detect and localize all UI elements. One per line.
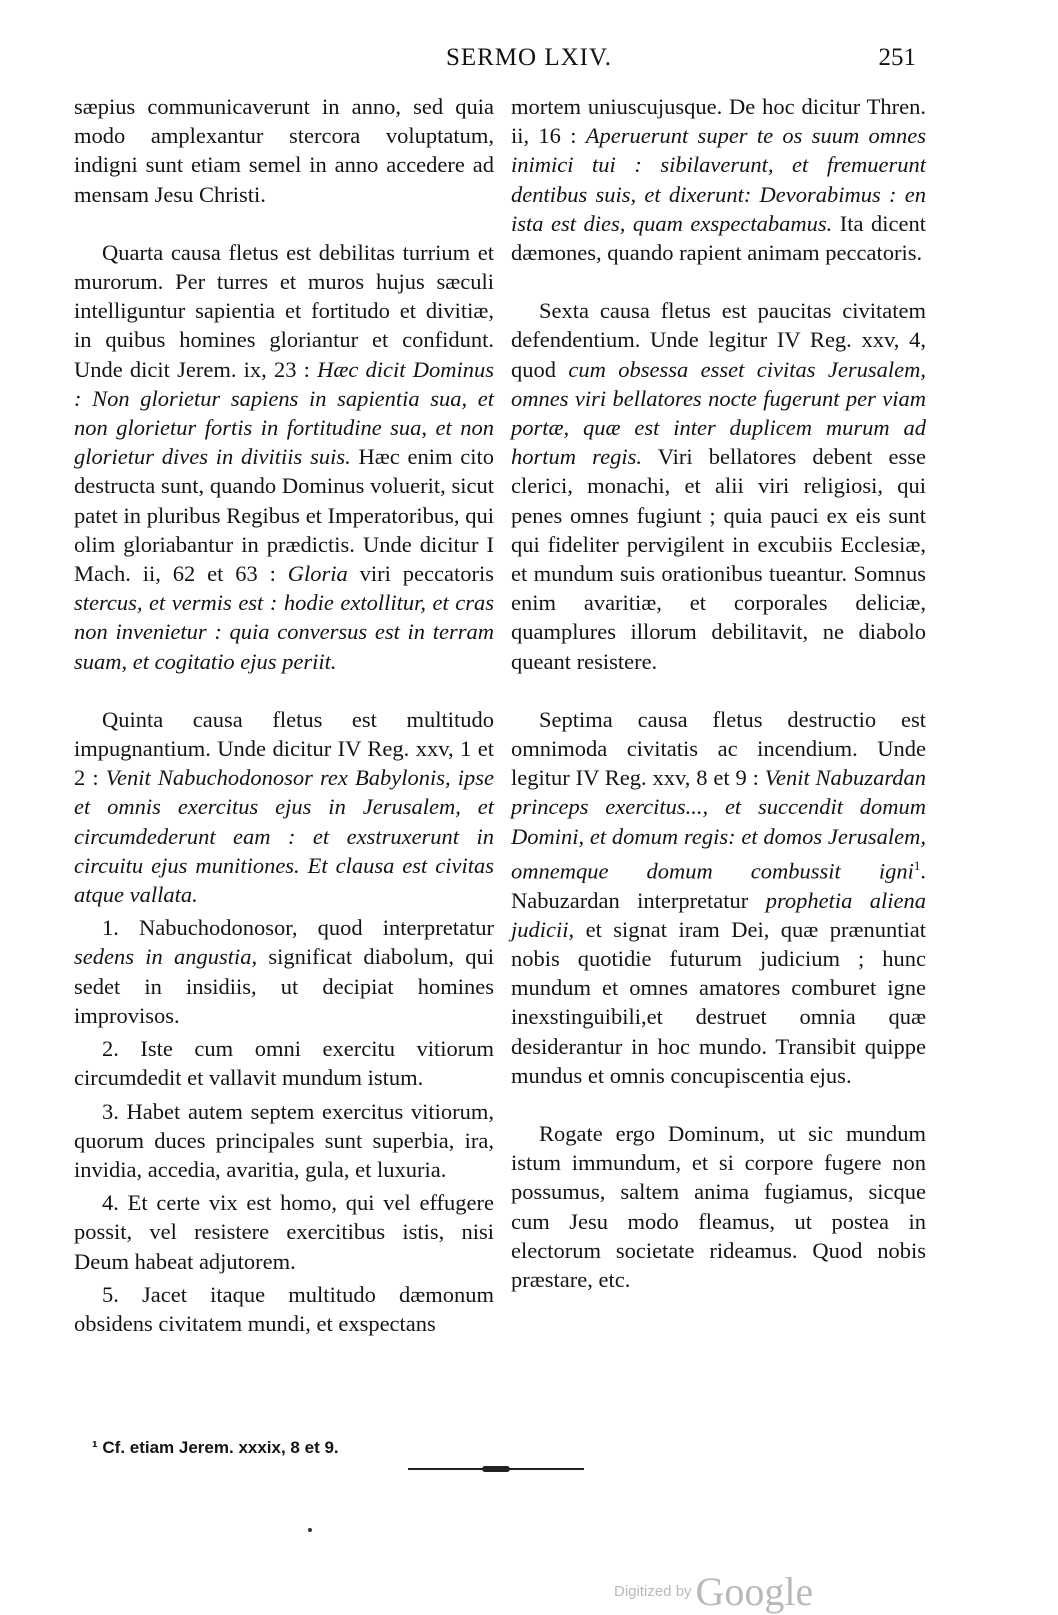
- text-span: Hæc enim cito destructa sunt, quando Dominus voluerit, sicut patet in pluribus Regibus et Imperatoribus, qui olim gloriabantur in prædictis. Unde dicitur I Mach. ii, 62 et 63 :: [74, 444, 494, 587]
- text-span: viri peccatoris: [347, 561, 494, 587]
- text-span: Sexta causa fletus est paucitas civitatem defendentium. Unde legitur IV Reg. xxv, 4, quod: [511, 298, 926, 382]
- footnote-marker: 1: [913, 857, 921, 873]
- italic-quote: Hæc dicit Dominus : Non glorietur sapiens in sapientia sua, et non glorietur fortis in fortitudine sua, et non glorietur dives in divitiis suis.: [74, 356, 494, 470]
- italic-quote: cum obsessa esset civitas Jerusalem, omnes viri bellatores nocte fugerunt per viam portæ, quæ est inter duplicem murum ad hortum regis.: [511, 356, 926, 470]
- paragraph-continuation: sæpius communicaverunt in anno, sed quia modo amplexantur stercora voluptatum, indigni sunt etiam semel in anno accedere ad mensam Jesu Christi.: [74, 94, 494, 207]
- italic-quote: sedens in angustia,: [74, 944, 258, 970]
- numbered-item-3: 3. Habet autem septem exercitus vitiorum, quorum duces principales sunt superbia, ira, invidia, accedia, avaritia, gula, et luxuria.: [74, 1098, 494, 1182]
- text-span: Viri bellatores debent esse clerici, monachi, et alii viri religiosi, qui penes omnes fugiunt ; quia pauci ex eis sunt qui fideliter pervigilent in excubiis Ecclesiæ, et mundum suis orationibus tueantur. Somnus enim avaritiæ, et corporales deliciæ, quamplures illorum debilitavit, ne diabolo queant resistere.: [511, 444, 926, 674]
- numbered-item-4: 4. Et certe vix est homo, qui vel effugere possit, vel resistere exercitibus istis, nisi Deum habeat adjutorem.: [74, 1190, 494, 1274]
- left-column: [74, 92, 494, 1338]
- right-column: [511, 92, 926, 1294]
- ink-speck: [308, 1528, 312, 1532]
- paragraph-sexta-causa: [511, 296, 926, 676]
- footnote: ¹ Cf. etiam Jerem. xxxix, 8 et 9.: [92, 1438, 339, 1457]
- text-span: mortem uniuscujusque. De hoc dicitur Thren. ii, 16 :: [511, 94, 926, 149]
- text-span: . Nabuzardan interpretatur: [511, 858, 926, 913]
- paragraph-quarta-causa: [74, 238, 494, 676]
- text-span: Ita dicent dæmones, quando rapient animam peccatoris.: [511, 210, 926, 266]
- paragraph-septima-causa: [511, 705, 926, 1090]
- watermark-prefix: Digitized by: [614, 1583, 692, 1600]
- ornamental-rule: [408, 1468, 584, 1470]
- italic-quote: stercus, et vermis est : hodie extollitur, et cras non invenietur : quia conversus est in terram suam, et cogitatio ejus periit.: [74, 590, 494, 674]
- text-span: Septima causa fletus destructio est omnimoda civitatis ac incendium. Unde legitur IV Reg. xxv, 8 et 9 :: [511, 706, 926, 791]
- italic-quote: Gloria: [287, 561, 348, 587]
- running-head: [0, 44, 1058, 80]
- numbered-item-2: 2. Iste cum omni exercitu vitiorum circumdedit et vallavit mundum istum.: [74, 1036, 494, 1091]
- paragraph-quinta-causa: [74, 705, 494, 909]
- text-span: et signat iram Dei, quæ prænuntiat nobis quotidie futurum judicium ; hunc mundum et omnes amatores comburet igne inexstinguibili,et destruet omnia quæ desiderantur in hoc mundo. Transibit quippe mundus et omnis concupiscentia ejus.: [511, 916, 926, 1088]
- google-logo: Google: [695, 1569, 814, 1614]
- italic-quote: Aperuerunt super te os suum omnes inimici tui : sibilaverunt, et fremuerunt dentibus suis, et dixerunt: Devorabimus : en ista est dies, quam exspectabamus.: [511, 123, 926, 236]
- page-header-title: SERMO LXIV.: [445, 44, 613, 71]
- italic-quote: Venit Nabuchodonosor rex Babylonis, ipse et omnis exercitus ejus in Jerusalem, et circumdederunt eam : et exstruxerunt in circuitu ejus munitiones. Et clausa est civitas atque vallata.: [74, 765, 494, 908]
- numbered-item-5: 5. Jacet itaque multitudo dæmonum obsidens civitatem mundi, et exspectans: [74, 1281, 494, 1336]
- text-span: Quinta causa fletus est multitudo impugnantium. Unde dicitur IV Reg. xxv, 1 et 2 :: [74, 706, 494, 791]
- text-span: 1. Nabuchodonosor, quod interpretatur: [102, 915, 494, 941]
- text-span: Quarta causa fletus est debilitas turrium et murorum. Per turres et muros hujus sæculi intelliguntur sapientia et fortitudo et divitiæ, in quibus homines gloriantur et confidunt. Unde dicit Jerem. ix, 23 :: [74, 239, 494, 382]
- paragraph-rogate: Rogate ergo Dominum, ut sic mundum istum immundum, et si corpore fugere non possumus, saltem anima fugiamus, sicque cum Jesu modo fleamus, ut postea in electorum societate rideamus. Quod nobis præstare, etc.: [511, 1121, 926, 1293]
- text-span: significat diabolum, qui sedet in insidiis, ut decipiat homines improvisos.: [74, 944, 495, 1028]
- italic-quote: Venit Nabuzardan princeps exercitus..., et succendit domum Domini, et domum regis: et domos Jerusalem, omnemque domum combussit igni: [511, 765, 926, 884]
- italic-quote: prophetia aliena judicii,: [511, 887, 926, 942]
- numbered-item-1: [74, 913, 494, 1030]
- digitized-watermark: [614, 1568, 813, 1615]
- paragraph-continuation-right: [511, 92, 926, 267]
- page-number: 251: [878, 44, 916, 71]
